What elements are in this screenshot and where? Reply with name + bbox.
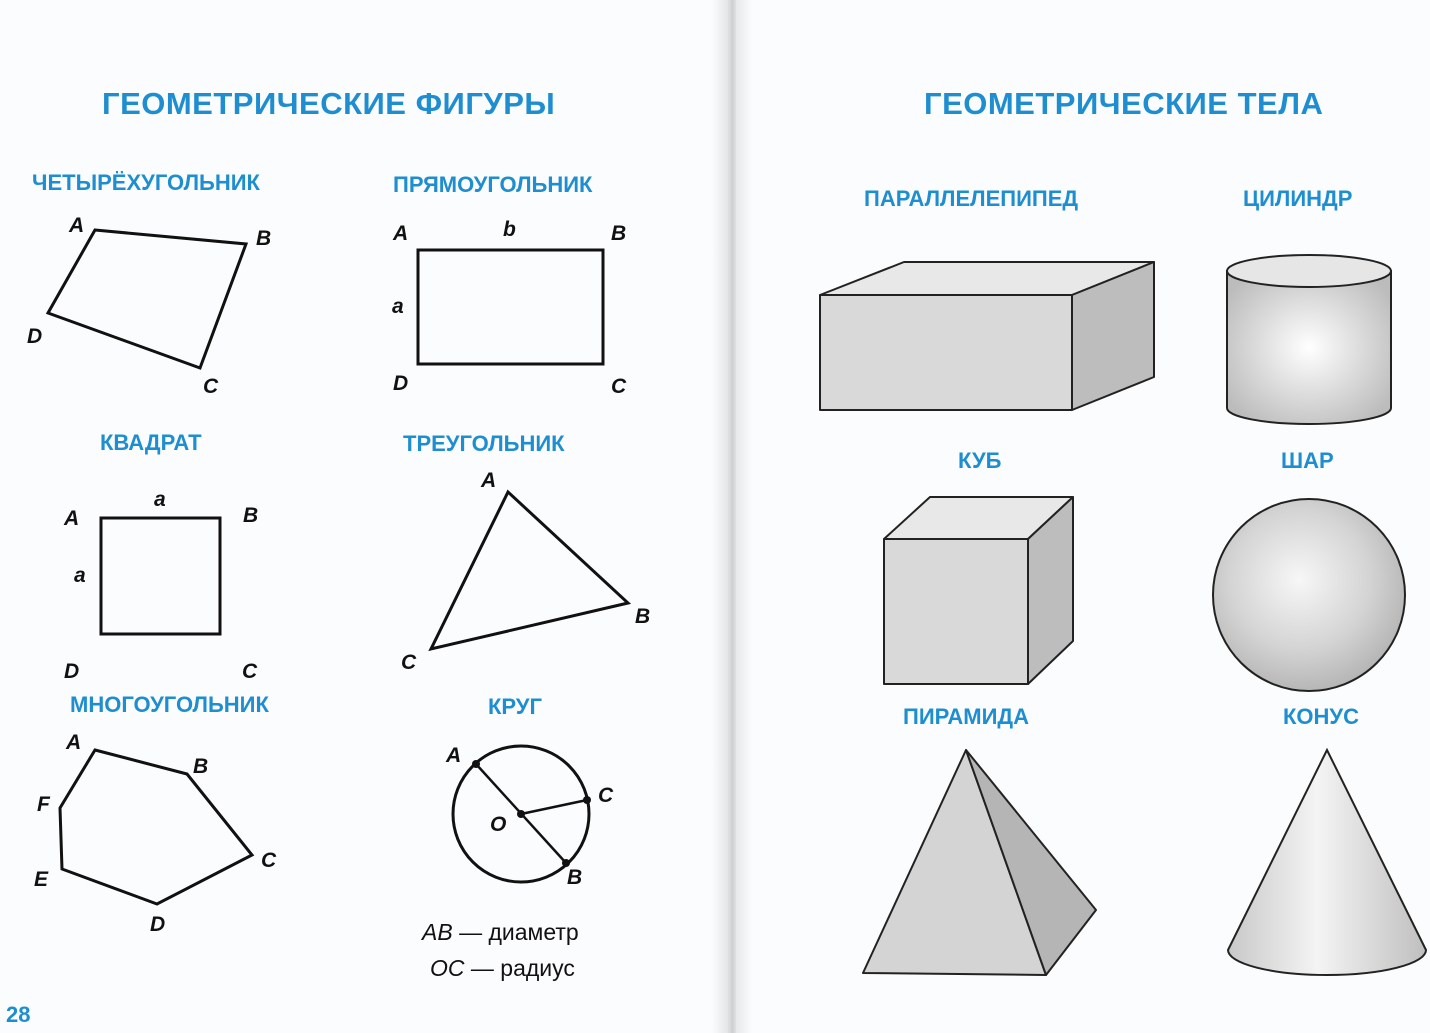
rectangle-vertex-b: B bbox=[611, 222, 627, 245]
parallelepiped-label: ПАРАЛЛЕЛЕПИПЕД bbox=[864, 186, 1079, 211]
square-figure bbox=[63, 488, 258, 683]
quadrilateral-vertex-b: B bbox=[256, 227, 272, 250]
cone-label: КОНУС bbox=[1283, 704, 1360, 729]
circle-point-a: A bbox=[446, 744, 462, 767]
cylinder-solid bbox=[1227, 255, 1391, 424]
pyramid-solid bbox=[863, 750, 1096, 975]
rectangle-side-a: a bbox=[392, 295, 404, 318]
radius-symbol: OC bbox=[430, 955, 465, 981]
circle-point-b: B bbox=[567, 866, 583, 889]
cube-label: КУБ bbox=[958, 448, 1002, 473]
quadrilateral-vertex-c: C bbox=[203, 375, 219, 398]
square-vertex-a: A bbox=[64, 507, 80, 530]
sphere-label: ШАР bbox=[1281, 448, 1334, 473]
quadrilateral-vertex-d: D bbox=[27, 325, 43, 348]
square-vertex-d: D bbox=[64, 660, 80, 683]
polygon-vertex-c: C bbox=[261, 849, 277, 872]
sphere-solid bbox=[1213, 499, 1405, 691]
cone-solid bbox=[1228, 750, 1426, 975]
polygon-vertex-b: B bbox=[193, 755, 209, 778]
triangle-figure bbox=[401, 469, 650, 674]
rectangle-vertex-a: A bbox=[393, 222, 409, 245]
rectangle-vertex-d: D bbox=[393, 372, 409, 395]
circle-point-o: O bbox=[490, 813, 507, 836]
rectangle-side-b: b bbox=[503, 218, 516, 241]
square-vertex-b: B bbox=[243, 504, 259, 527]
left-page-title: ГЕОМЕТРИЧЕСКИЕ ФИГУРЫ bbox=[102, 86, 556, 121]
quadrilateral-vertex-a: A bbox=[69, 214, 85, 237]
triangle-label: ТРЕУГОЛЬНИК bbox=[403, 431, 565, 456]
right-page-title: ГЕОМЕТРИЧЕСКИЕ ТЕЛА bbox=[924, 86, 1324, 121]
square-vertex-c: C bbox=[242, 660, 258, 683]
cylinder-label: ЦИЛИНДР bbox=[1243, 186, 1353, 211]
polygon-label: МНОГОУГОЛЬНИК bbox=[70, 692, 269, 717]
triangle-vertex-b: B bbox=[635, 605, 651, 628]
rectangle-label: ПРЯМОУГОЛЬНИК bbox=[393, 172, 593, 197]
diameter-caption bbox=[422, 919, 579, 946]
diameter-text: — диаметр bbox=[459, 919, 579, 945]
page-number: 28 bbox=[6, 1002, 31, 1027]
triangle-vertex-a: A bbox=[481, 469, 497, 492]
polygon-figure bbox=[34, 731, 277, 936]
polygon-vertex-e: E bbox=[34, 868, 49, 891]
triangle-vertex-c: C bbox=[401, 651, 417, 674]
polygon-vertex-f: F bbox=[37, 793, 50, 816]
polygon-vertex-d: D bbox=[150, 913, 166, 936]
pyramid-label: ПИРАМИДА bbox=[903, 704, 1029, 729]
quadrilateral-figure bbox=[27, 214, 271, 398]
radius-caption bbox=[430, 955, 575, 982]
circle-label: КРУГ bbox=[488, 694, 542, 719]
rectangle-vertex-c: C bbox=[611, 375, 627, 398]
rectangle-figure bbox=[392, 218, 627, 398]
square-side-top: a bbox=[154, 488, 166, 511]
radius-text: — радиус bbox=[470, 955, 575, 981]
polygon-vertex-a: A bbox=[66, 731, 82, 754]
circle-figure bbox=[445, 744, 614, 889]
square-side-left: a bbox=[74, 564, 86, 587]
parallelepiped-solid bbox=[820, 262, 1154, 410]
diameter-symbol: AB bbox=[422, 919, 453, 945]
quadrilateral-label: ЧЕТЫРЁХУГОЛЬНИК bbox=[32, 170, 260, 195]
circle-point-c: C bbox=[598, 784, 614, 807]
square-label: КВАДРАТ bbox=[100, 430, 202, 455]
cube-solid bbox=[884, 497, 1073, 684]
